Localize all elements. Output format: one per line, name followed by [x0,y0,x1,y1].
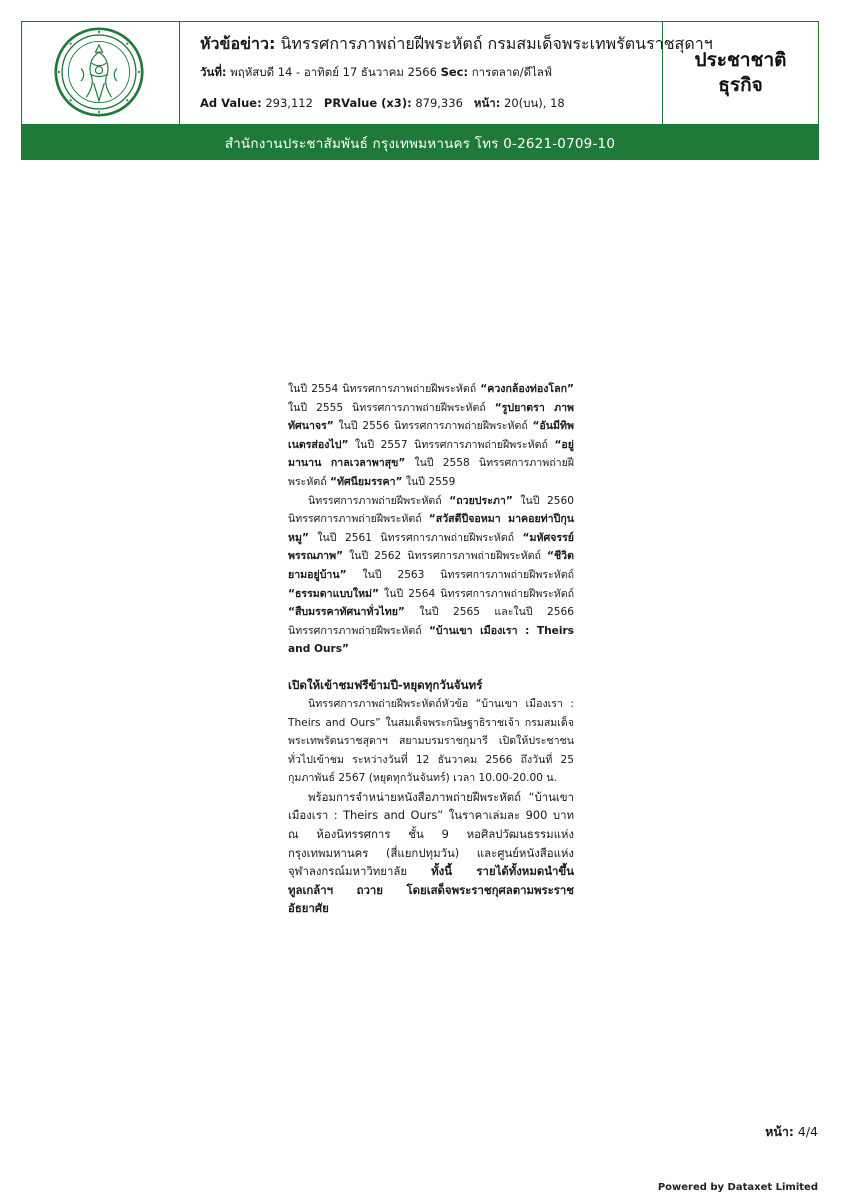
sec-value: การตลาด/ดีไลฟ์ [471,65,553,79]
emphasis: ทั้งนี้ รายได้ทั้งหมดนำขึ้นทูลเกล้าฯ ถวาย โดยเสด็จพระราชกุศลตามพระราชอัธยาศัย [288,864,574,916]
news-info [180,22,713,124]
page-number [765,1122,818,1142]
paragraph-3: นิทรรศการภาพถ่ายฝีพระหัตถ์หัวข้อ “บ้านเขา เมืองเรา : Theirs and Ours” ในสมเด็จพระกนิษฐาธิราชเจ้า กรมสมเด็จพระเทพรัตนราชสุดาฯ สยามบรมราชกุมารี เปิดให้ประชาชนทั่วไปเข้าชม ระหว่างวันที่ 12 ธันวาคม 2566 ถึงวันที่ 25 กุมภาพันธ์ 2567 (หยุดทุกวันจันทร์) เวลา 10.00-20.00 น. [288,697,574,785]
exhibition-title: “อันมีทิพเนตรส่องไป” [288,420,574,451]
date-label: วันที่: [200,65,227,79]
headline-label: หัวข้อข่าว: [200,34,276,53]
exhibition-title: “บ้านเขา เมืองเรา : Theirs and Ours” [288,624,574,656]
text: นิทรรศการภาพถ่ายฝีพระหัตถ์ [308,494,450,507]
bangkok-seal-logo [54,27,144,117]
page-label: หน้า: [473,96,501,110]
text: ในปี 2565 และในปี 2566 นิทรรศการภาพถ่ายฝีพระหัตถ์ [288,606,574,637]
exhibition-title: “ทัศนียมรรคา” [330,475,403,488]
logo-cell [22,22,180,124]
headline-row [200,32,713,57]
publication-line-1: ประชาชาติ [694,49,787,71]
office-band [21,125,819,160]
page-number-label: หน้า: [765,1124,794,1139]
exhibition-title: “ควงกล้องท่องโลก” [480,383,574,395]
exhibition-title: “สืบมรรคาทัศนาทั่วไทย” [288,606,405,619]
text: ในปี 2558 นิทรรศการภาพถ่ายฝีพระหัตถ์ [288,457,574,488]
section-title: เปิดให้เข้าชมฟรีข้ามปี-หยุดทุกวันจันทร์ [288,677,483,692]
publication-line-2: ธุรกิจ [718,74,763,96]
exhibition-title: “สวัสดีปีจอหมา มาคอยท่าปีกุนหมู” [288,513,574,544]
headline: นิทรรศการภาพถ่ายฝีพระหัตถ์ กรมสมเด็จพระเทพรัตนราชสุดาฯ [280,34,713,53]
pr-value-label: PRValue (x3): [323,96,412,110]
date-value: พฤหัสบดี 14 - อาทิตย์ 17 ธันวาคม 2566 [230,65,437,79]
text: พร้อมการจำหน่ายหนังสือภาพถ่ายฝีพระหัตถ์ “บ้านเขา เมืองเรา : Theirs and Ours” ในราคาเล่มละ 900 บาท ณ ห้องนิทรรศการ ชั้น 9 หอศิลปวัฒนธรรมแห่งกรุงเทพมหานคร (สี่แยกปทุมวัน) และศูนย์หนังสือแห่งจุฬาลงกรณ์มหาวิทยาลัย [288,789,574,879]
paragraph-2 [288,492,574,659]
exhibition-title: “อยู่มานาน กาลเวลาพาสุข” [288,438,574,470]
text: ในปี 2557 นิทรรศการภาพถ่ายฝีพระหัตถ์ [348,438,555,451]
text: ในปี 2559 [402,475,456,488]
office-contact: สำนักงานประชาสัมพันธ์ กรุงเทพมหานคร โทร 0-2621-0709-10 [224,135,616,152]
text: ในปี 2556 นิทรรศการภาพถ่ายฝีพระหัตถ์ [333,420,533,433]
text: ในปี 2564 นิทรรศการภาพถ่ายฝีพระหัตถ์ [379,587,574,600]
exhibition-title: “ถวยประภา” [449,494,513,507]
exhibition-title: “ชีวิตยามอยู่บ้าน” [288,550,574,581]
value-row [200,95,565,113]
page-value: 20(บน), 18 [504,96,565,110]
text: ในปี 2560 นิทรรศการภาพถ่ายฝีพระหัตถ์ [288,494,574,526]
ad-value: 293,112 [265,96,313,110]
paragraph-1 [288,380,574,492]
text: ในปี 2554 นิทรรศการภาพถ่ายฝีพระหัตถ์ [288,383,481,395]
article-body [288,380,574,918]
exhibition-title: “ธรรมดาแบบใหม่” [288,587,379,600]
sec-label: Sec: [440,65,469,79]
news-header [21,21,819,125]
pr-value: 879,336 [415,96,463,110]
text: ในปี 2562 นิทรรศการภาพถ่ายฝีพระหัตถ์ [343,550,548,563]
text: ในปี 2555 นิทรรศการภาพถ่ายฝีพระหัตถ์ [288,401,495,414]
page-number-value: 4/4 [797,1124,818,1139]
text: ในปี 2561 นิทรรศการภาพถ่ายฝีพระหัตถ์ [308,531,523,544]
paragraph-4 [288,788,574,918]
date-row [200,64,552,82]
text: ในปี 2563 นิทรรศการภาพถ่ายฝีพระหัตถ์ [346,568,574,581]
powered-by: Powered by Dataxet Limited [657,1182,818,1193]
publication-name [663,22,818,124]
exhibition-title: “รูปยาตรา ภาพทัศนาจร” [288,401,574,433]
exhibition-title: “มหัศจรรย์พรรณภาพ” [288,531,574,563]
ad-value-label: Ad Value: [200,96,262,110]
